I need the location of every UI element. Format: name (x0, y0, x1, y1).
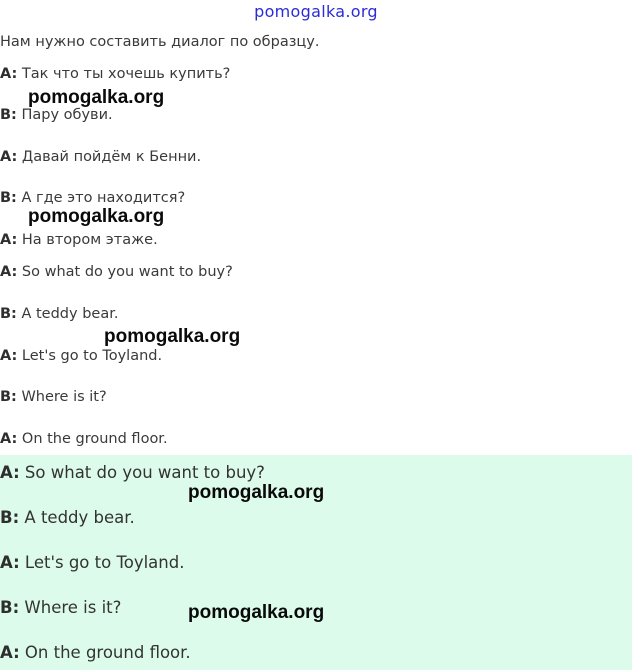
speaker-label: B: (0, 190, 17, 206)
dialog-text: А где это находится? (16, 190, 186, 206)
dialog-text: On the ground floor. (19, 643, 191, 662)
speaker-label: A: (0, 348, 18, 364)
speaker-label: B: (0, 389, 17, 405)
watermark: pomogalka.org (28, 206, 165, 227)
speaker-label: A: (0, 66, 18, 82)
speaker-label: A: (0, 431, 18, 447)
speaker-label: B: (0, 306, 17, 322)
dialog-text: Пару обуви. (16, 107, 113, 123)
watermark: pomogalka.org (28, 87, 165, 108)
speaker-label: A: (0, 264, 18, 280)
dialog-text: A teddy bear. (19, 508, 135, 527)
dialog-text: A teddy bear. (16, 306, 119, 322)
watermark: pomogalka.org (188, 602, 325, 623)
highlight-line-4 (0, 598, 121, 617)
highlight-line-5 (0, 643, 191, 662)
dialog-text: Let's go to Toyland. (17, 348, 163, 364)
dialog-text: На втором этаже. (17, 232, 158, 248)
site-header-link[interactable]: pomogalka.org (254, 2, 378, 21)
speaker-label: B: (0, 508, 20, 527)
speaker-label: A: (0, 232, 18, 248)
dialog-text: Where is it? (16, 389, 107, 405)
watermark: pomogalka.org (188, 482, 325, 503)
dialog-en-line-5 (0, 431, 168, 447)
highlight-line-3 (0, 553, 184, 572)
dialog-text: So what do you want to buy? (19, 463, 265, 482)
dialog-en-line-3 (0, 348, 162, 364)
watermark: pomogalka.org (104, 326, 241, 347)
intro-text: Нам нужно составить диалог по образцу. (0, 34, 320, 50)
dialog-ru-line-2 (0, 107, 113, 123)
dialog-ru-line-5 (0, 232, 158, 248)
dialog-text: Where is it? (19, 598, 122, 617)
speaker-label: B: (0, 107, 17, 123)
highlight-line-1 (0, 463, 265, 482)
dialog-en-line-1 (0, 264, 233, 280)
dialog-ru-line-1 (0, 66, 230, 82)
dialog-text: On the ground floor. (17, 431, 168, 447)
speaker-label: A: (0, 463, 20, 482)
dialog-text: So what do you want to buy? (17, 264, 233, 280)
speaker-label: A: (0, 149, 18, 165)
speaker-label: B: (0, 598, 20, 617)
highlight-line-2 (0, 508, 135, 527)
dialog-text: Let's go to Toyland. (19, 553, 185, 572)
dialog-text: Давай пойдём к Бенни. (17, 149, 202, 165)
speaker-label: A: (0, 643, 20, 662)
dialog-ru-line-3 (0, 149, 201, 165)
dialog-en-line-2 (0, 306, 118, 322)
speaker-label: A: (0, 553, 20, 572)
dialog-text: Так что ты хочешь купить? (17, 66, 231, 82)
dialog-en-line-4 (0, 389, 107, 405)
dialog-ru-line-4 (0, 190, 185, 206)
